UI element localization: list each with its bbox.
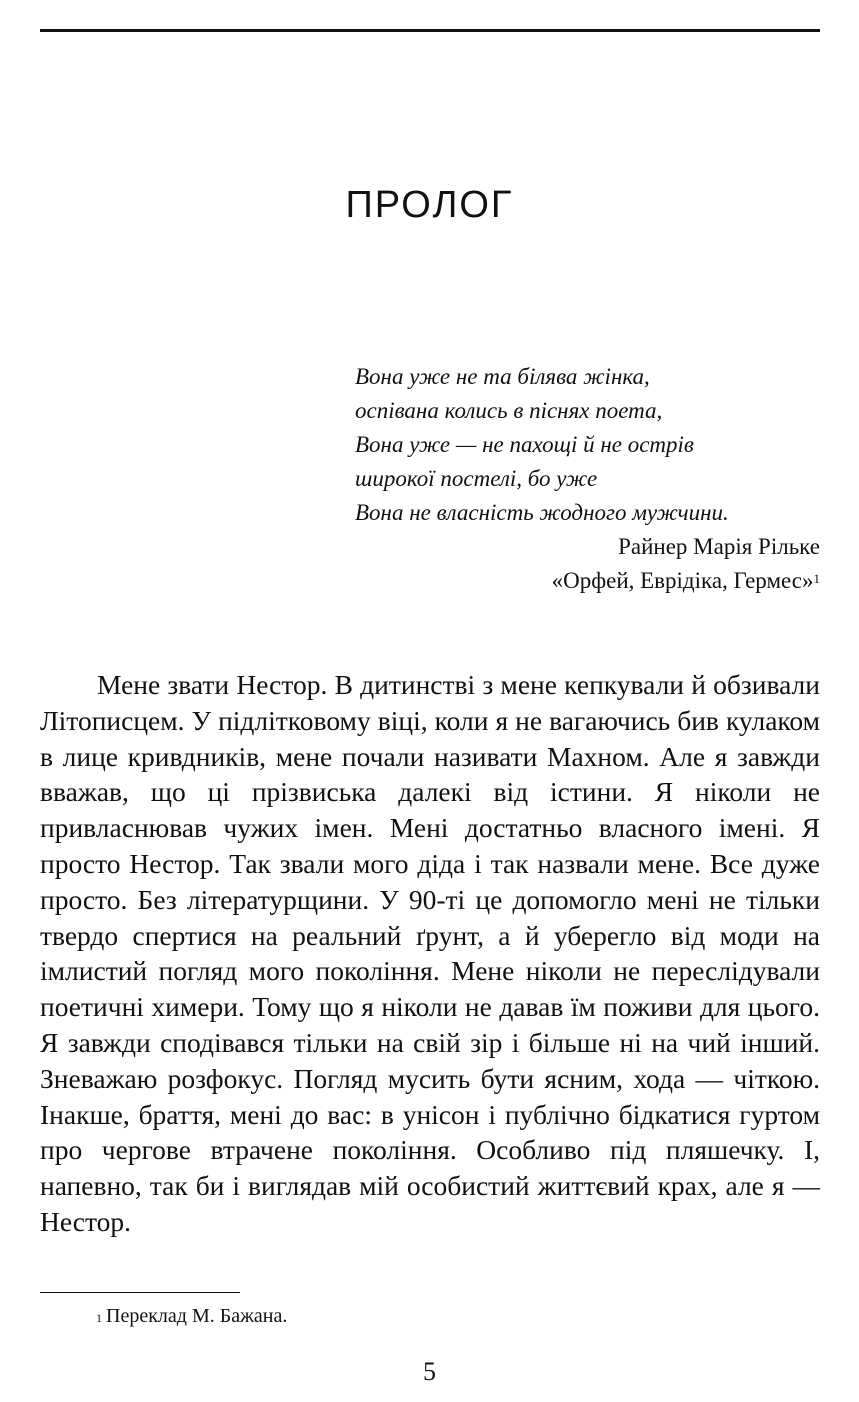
header-rule	[40, 29, 820, 32]
epigraph-line: Вона не власність жодного мужчини.	[355, 500, 729, 525]
chapter-title: ПРОЛОГ	[345, 184, 514, 226]
epigraph-line: Вона уже — не пахощі й не острів	[355, 432, 694, 457]
epigraph-line: широкої постелі, бо уже	[355, 466, 598, 491]
body-paragraph: Мене звати Нестор. В дитинстві з мене кепкували й обзивали Літописцем. У підлітковому віці, коли я не вагаючись бив кулаком в лице кривдників, мене почали називати Махном. Але я завжди вважав, що ці прізвиська далекі від істини. Я ніколи не привласнював чужих імен. Мені достатньо власного імені. Я просто Нестор. Так звали мого діда і так назвали мене. Все дуже просто. Без літературщини. У 90-ті це допомогло мені не тільки твердо спертися на реальний ґрунт, а й уберегло від моди на імлистий погляд мого покоління. Мене ніколи не переслідували поетичні химери. Тому що я ніколи не давав їм поживи для цього. Я завжди сподівався тільки на свій зір і більше ні на чий інший. Зневажаю розфокус. Погляд мусить бути ясним, хода — чіткою. Інакше, браття, мені до вас: в унісон і публічно бідкатися гуртом про чергове втрачене покоління. Особливо під пляшечку. І, напевно, так би і виглядав мій особистий життєвий крах, але я — Нестор.	[40, 669, 820, 1237]
epigraph-source	[355, 564, 820, 598]
epigraph-work-title: «Орфей, Еврідіка, Гермес»	[551, 568, 814, 593]
footnote-marker: 1	[96, 1311, 102, 1325]
footnote	[96, 1302, 287, 1330]
footnote-rule	[40, 1292, 240, 1293]
footnote-text: Переклад М. Бажана.	[106, 1305, 288, 1327]
epigraph-line: оспівана колись в піснях поета,	[355, 398, 663, 423]
epigraph-line: Вона уже не та білява жінка,	[355, 364, 650, 389]
epigraph	[355, 360, 820, 598]
footnote-reference: 1	[813, 571, 820, 586]
page-number: 5	[423, 1357, 436, 1386]
epigraph-author: Райнер Марія Рільке	[618, 534, 820, 559]
